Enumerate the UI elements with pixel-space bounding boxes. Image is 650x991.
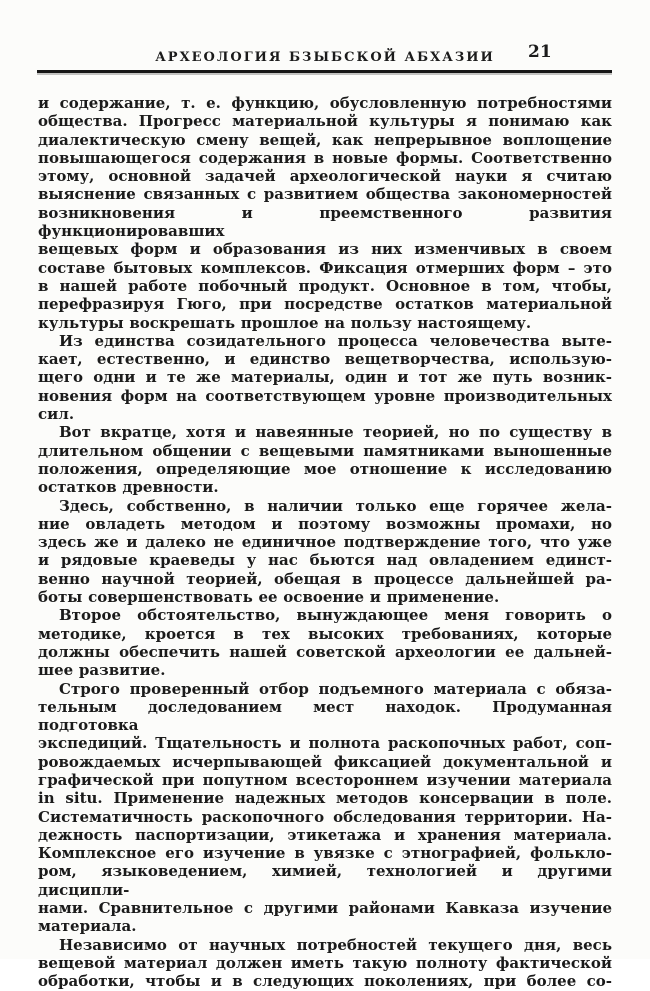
text-line: и содержание, т. е. функцию, обусловленную потребностями [38, 94, 612, 112]
paragraph [38, 680, 612, 936]
text-line: боты совершенствовать ее освоение и применение. [38, 588, 500, 607]
text-line: Здесь, собственно, в наличии только еще горячее жела- [59, 496, 612, 515]
text-line: Строго проверенный отбор подъемного материала с обяза- [59, 679, 612, 698]
text-line: ровождаемых исчерпывающей фиксацией документальной и [38, 752, 612, 771]
text-line: материала. [38, 917, 137, 936]
text-line: ром, языковедением, химией, технологией и другими дисципли- [38, 862, 612, 899]
text-line: графической при попутном всестороннем изучении материала [38, 770, 612, 789]
text-line: должны обеспечить нашей советской археологии ее дальней- [38, 642, 612, 661]
text-line: длительном общении с вещевыми памятниками выношенные [38, 441, 612, 460]
text-line: общества. Прогресс материальной культуры я понимаю как [38, 112, 612, 131]
paragraph [38, 936, 612, 991]
text-line: венно научной теорией, обещая в процессе дальнейшей ра- [38, 569, 612, 588]
text-line: шее развитие. [38, 661, 166, 680]
text-line: сил. [38, 405, 75, 424]
text-line: ние овладеть методом и поэтому возможны промахи, но [38, 514, 612, 533]
text-line: культуры воскрешать прошлое на пользу настоящему. [38, 313, 532, 332]
text-line: нами. Сравнительное с другими районами Кавказа изучение [38, 899, 612, 918]
text-line: in situ. Применение надежных методов консервации в поле. [38, 789, 612, 808]
text-line: повышающегося содержания в новые формы. Соответственно [38, 148, 612, 167]
text-line: составе бытовых комплексов. Фиксация отмерших форм – это [38, 258, 612, 277]
paragraph [38, 94, 612, 332]
text-line: Вот вкратце, хотя и навеянные теорией, но по существу в [59, 423, 612, 442]
text-line: здесь же и далеко не единичное подтверждение того, что уже [38, 533, 612, 552]
text-line: положения, определяющие мое отношение к исследованию [38, 459, 612, 478]
text-line: Из единства созидательного процесса человечества выте- [59, 331, 612, 350]
text-line: и рядовые краеведы у нас бьются над овладением единст- [38, 551, 612, 570]
text-line: кает, естественно, и единство вещетворчества, использую- [38, 350, 612, 369]
text-line: обработки, чтобы и в следующих поколениях, при более со- [38, 972, 612, 991]
text-line: диалектическую смену вещей, как непрерывное воплощение [38, 130, 612, 149]
text-line: вещевых форм и образования из них изменчивых в своем [38, 240, 612, 259]
text-line: тельным доследованием мест находок. Продуманная подготовка [38, 697, 612, 735]
text-line: этому, основной задачей археологической науки я считаю [38, 167, 612, 186]
text-line: Систематичность раскопочного обследования территории. На- [38, 807, 612, 826]
text-line: методике, кроется в тех высоких требованиях, которые [38, 624, 612, 643]
text-line: дежность паспортизации, этикетажа и хранения материала. [38, 825, 612, 844]
running-head-title: АРХЕОЛОГИЯ БЗЫБСКОЙ АБХАЗИИ [155, 50, 495, 65]
text-line: экспедиций. Тщательность и полнота раскопочных работ, соп- [38, 734, 612, 753]
header-rule [37, 70, 612, 73]
paragraph [38, 423, 612, 496]
text-line: вещевой материал должен иметь такую полноту фактической [38, 953, 612, 972]
text-line: возникновения и преемственного развития функционировавших [38, 203, 612, 241]
page-number: 21 [528, 42, 552, 62]
text-line: в нашей работе побочный продукт. Основное в том, чтобы, [38, 276, 612, 295]
running-head [38, 46, 612, 65]
text-line: щего одни и те же материалы, один и тот же путь возник- [38, 368, 612, 387]
text-line: Комплексное его изучение в увязке с этнографией, фолькло- [38, 844, 612, 863]
text-line: новения форм на соответствующем уровне производительных [38, 386, 612, 405]
page-body-text [38, 94, 612, 991]
paragraph [38, 497, 612, 607]
text-line: выяснение связанных с развитием общества закономерностей [38, 185, 612, 204]
text-line: остатков древности. [38, 478, 219, 497]
text-line: перефразируя Гюго, при посредстве остатков материальной [38, 295, 612, 314]
paragraph [38, 332, 612, 423]
text-line: Второе обстоятельство, вынуждающее меня говорить о [59, 606, 612, 625]
paragraph [38, 606, 612, 679]
text-line: Независимо от научных потребностей текущего дня, весь [59, 935, 612, 954]
